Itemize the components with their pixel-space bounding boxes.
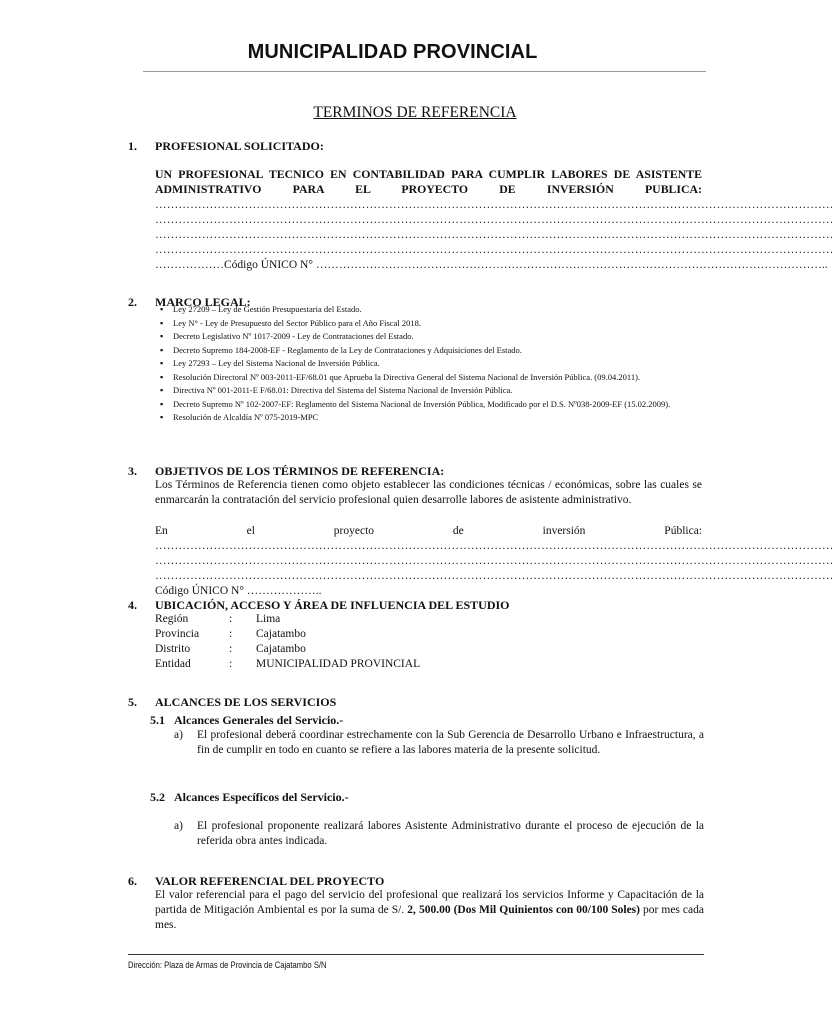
section-3-number: 3. (128, 464, 137, 478)
section-1-code-prefix: ………………Código ÚNICO N° (155, 259, 313, 271)
header-rule (143, 71, 706, 72)
page-header-title: MUNICIPALIDAD PROVINCIAL (247, 41, 538, 63)
subsection-5-2-text: El profesional proponente realizará labores Asistente Administrativo durante el proceso de ejecución de la referida obra antes indicada. (197, 820, 704, 847)
section-1-dots-1: ………………………………………………………………………………………………………………………………………………………… (155, 199, 834, 211)
legal-item: ▪ Decreto Legislativo Nº 1017-2009 - Ley de Contrataciones del Estado. (160, 330, 706, 344)
section-1-code-dots: …………………………………………………………………………………………………………………….. (315, 259, 828, 271)
legal-item: ▪ Ley N° - Ley de Presupuesto del Sector Público para el Año Fiscal 2018. (160, 317, 706, 331)
section-3-dots-2: ………………………………………………………………………………………………………………………………………………………… (155, 555, 834, 567)
section-4-number: 4. (128, 598, 137, 612)
section-6-amount: 2, 500.00 (Dos Mil Quinientos con 00/100 Soles) (407, 904, 640, 916)
section-1-dots-4: ………………………………………………………………………………………………………………………………………………………… (155, 244, 834, 256)
section-1-dots-3: ………………………………………………………………………………………………………………………………………………………… (155, 229, 834, 241)
section-3-dots-3: ………………………………………………………………………………………………………………………………………………………… (155, 570, 834, 582)
subsection-5-2-marker: a) (174, 820, 183, 832)
section-5-title: ALCANCES DE LOS SERVICIOS (155, 695, 337, 709)
section-2-title: MARCO LEGAL: (155, 295, 251, 309)
footer-rule (128, 954, 704, 955)
section-6-text-b: por mes cada mes. (155, 904, 704, 931)
section-3-code: Código ÚNICO N° ……………….. (155, 585, 322, 597)
location-label-province: Provincia (155, 628, 200, 640)
location-label-entity: Entidad (155, 658, 191, 670)
subsection-5-1-text: El profesional deberá coordinar estrechamente con la Sub Gerencia de Desarrollo Urbano e Infraestructura, a fin de cumplir en todo en cuanto se refiere a las labores materia de la presente solicitud. (197, 729, 704, 756)
section-1-title: PROFESIONAL SOLICITADO: (155, 139, 324, 153)
section-5-number: 5. (128, 695, 137, 709)
section-3-paragraph: Los Términos de Referencia tienen como objeto establecer las condiciones técnicas / económicas, sobre las cuales se enmarcarán la contratación del servicio profesional quien desarrolle labores de asistente administrativo. (155, 479, 702, 506)
section-1-number: 1. (128, 139, 137, 153)
legal-item: ▪ Ley 27209 – Ley de Gestión Presupuestaria del Estado. (160, 303, 706, 317)
location-label-region: Región (155, 613, 189, 625)
subsection-5-1-number: 5.1 (150, 713, 165, 727)
legal-item: ▪ Resolución de Alcaldía Nº 075-2019-MPC (160, 411, 706, 425)
section-4-title: UBICACIÓN, ACCESO Y ÁREA DE INFLUENCIA DEL ESTUDIO (155, 598, 510, 612)
subsection-5-2-number: 5.2 (150, 790, 165, 804)
section-1-code-line (155, 258, 828, 273)
section-6-text-a: El valor referencial para el pago del servicio del profesional que realizará los servicios Informe y Capacitación de la partida de Mitigación Ambiental es por la suma de S/. (155, 889, 704, 916)
subsection-5-2-title: Alcances Específicos del Servicio.- (174, 790, 349, 804)
legal-item: ▪ Decreto Supremo 184-2008-EF - Reglamento de la Ley de Contrataciones y Adquisiciones del Estado. (160, 344, 706, 358)
legal-item: ▪ Directiva Nº 001-2011-E F/68.01: Directiva del Sistema del Sistema Nacional de Inversión Pública. (160, 384, 706, 398)
section-6-title: VALOR REFERENCIAL DEL PROYECTO (155, 874, 385, 888)
section-3-dots-1: ………………………………………………………………………………………………………………………………………………………… (155, 540, 834, 552)
section-1-line-1: UN PROFESIONAL TECNICO EN CONTABILIDAD PARA CUMPLIR LABORES DE ASISTENTE (155, 167, 702, 181)
document-title: TERMINOS DE REFERENCIA (313, 104, 517, 121)
subsection-5-1-title: Alcances Generales del Servicio.- (174, 713, 344, 727)
location-colon: : (229, 658, 233, 670)
location-colon: : (229, 643, 233, 655)
location-label-district: Distrito (155, 643, 191, 655)
section-3-project-line: En el proyecto de inversión Pública: (155, 525, 702, 537)
location-value-province: Cajatambo (256, 628, 306, 640)
section-1-dots-2: ………………………………………………………………………………………………………………………………………………………… (155, 214, 834, 226)
legal-item: ▪ Decreto Supremo Nº 102-2007-EF: Reglamento del Sistema Nacional de Inversión Pública, Modificado por el D.S. Nº038-2009-EF (15.02.2009). (160, 398, 706, 412)
location-value-entity: MUNICIPALIDAD PROVINCIAL (256, 658, 421, 670)
section-3-title: OBJETIVOS DE LOS TÉRMINOS DE REFERENCIA: (155, 464, 445, 478)
legal-item: ▪ Resolución Directoral Nº 003-2011-EF/68.01 que Aprueba la Directiva General del Sistema Nacional de Inversión Pública. (09.04.2011). (160, 371, 706, 385)
section-1-line-2: ADMINISTRATIVO PARA EL PROYECTO DE INVERSIÓN PUBLICA: (155, 182, 702, 196)
subsection-5-1-marker: a) (174, 729, 183, 741)
section-6-number: 6. (128, 874, 137, 888)
legal-list (160, 303, 706, 425)
section-2-number: 2. (128, 295, 137, 309)
location-colon: : (229, 628, 233, 640)
location-colon: : (229, 613, 233, 625)
location-value-region: Lima (256, 613, 281, 625)
legal-item: ▪ Ley 27293 – Ley del Sistema Nacional de Inversión Pública. (160, 357, 706, 371)
section-6-paragraph (155, 888, 704, 933)
footer-address: Dirección: Plaza de Armas de Provincia de Cajatambo S/N (128, 960, 327, 970)
location-value-district: Cajatambo (256, 643, 306, 655)
